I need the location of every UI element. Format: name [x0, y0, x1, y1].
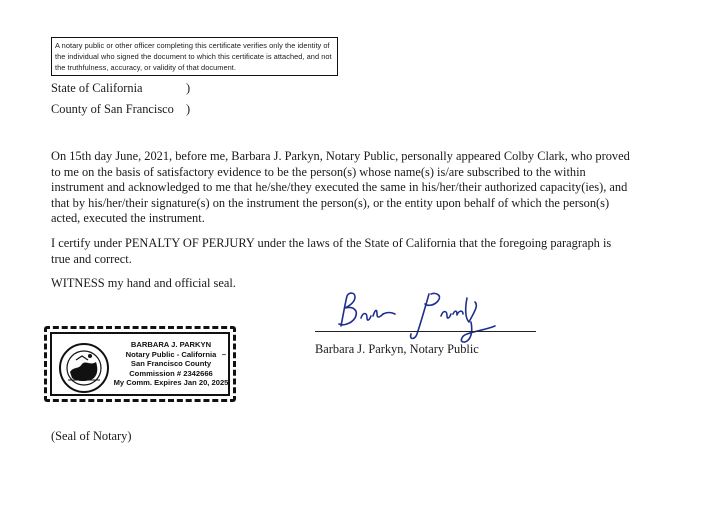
notary-seal-text: [112, 340, 230, 388]
acknowledgment-paragraph: On 15th day June, 2021, before me, Barbara J. Parkyn, Notary Public, personally appeared Colby Clark, who proved to me on the basis of satisfactory evidence to be the person(s) whose name(s) is/are subscribed to the within instrument and acknowledged to me that he/she/they executed the same in his/her/their authorized capacity(ies), and that by his/her/their signature(s) on the instrument the person(s), or the entity upon behalf of which the person(s) acted, executed the instrument.: [51, 149, 630, 226]
handwritten-signature: [333, 288, 533, 348]
seal-caption: (Seal of Notary): [51, 429, 132, 443]
venue-county: [51, 102, 191, 117]
notary-disclaimer-box: A notary public or other officer completing this certificate verifies only the identity of the individual who signed the document to which this certificate is attached, and not the truthfulness, accuracy, or validity of that document.: [51, 37, 338, 76]
seal-line-expiry: My Comm. Expires Jan 20, 2025: [113, 378, 229, 388]
venue-state-paren: ): [186, 81, 191, 95]
california-state-seal-emblem: [58, 342, 110, 394]
notary-seal-border: [50, 332, 230, 396]
seal-side-mark: I: [220, 354, 226, 356]
venue-county-paren: ): [186, 102, 191, 116]
perjury-paragraph: I certify under PENALTY OF PERJURY under the laws of the State of California that the foregoing paragraph is true and correct.: [51, 236, 612, 266]
notary-seal-stamp: [44, 326, 236, 402]
venue-state-label: State of California: [51, 81, 143, 95]
venue-county-label: County of San Francisco: [51, 102, 174, 116]
signature-line: [315, 331, 536, 332]
witness-line: WITNESS my hand and official seal.: [51, 276, 236, 290]
venue-state: [51, 81, 191, 96]
signer-name: Barbara J. Parkyn, Notary Public: [315, 342, 479, 356]
seal-line-county: San Francisco County: [130, 359, 212, 369]
seal-line-commission: Commission # 2342666: [129, 368, 213, 378]
seal-line-title: Notary Public - California: [125, 349, 217, 359]
seal-line-name: BARBARA J. PARKYN: [130, 340, 212, 349]
